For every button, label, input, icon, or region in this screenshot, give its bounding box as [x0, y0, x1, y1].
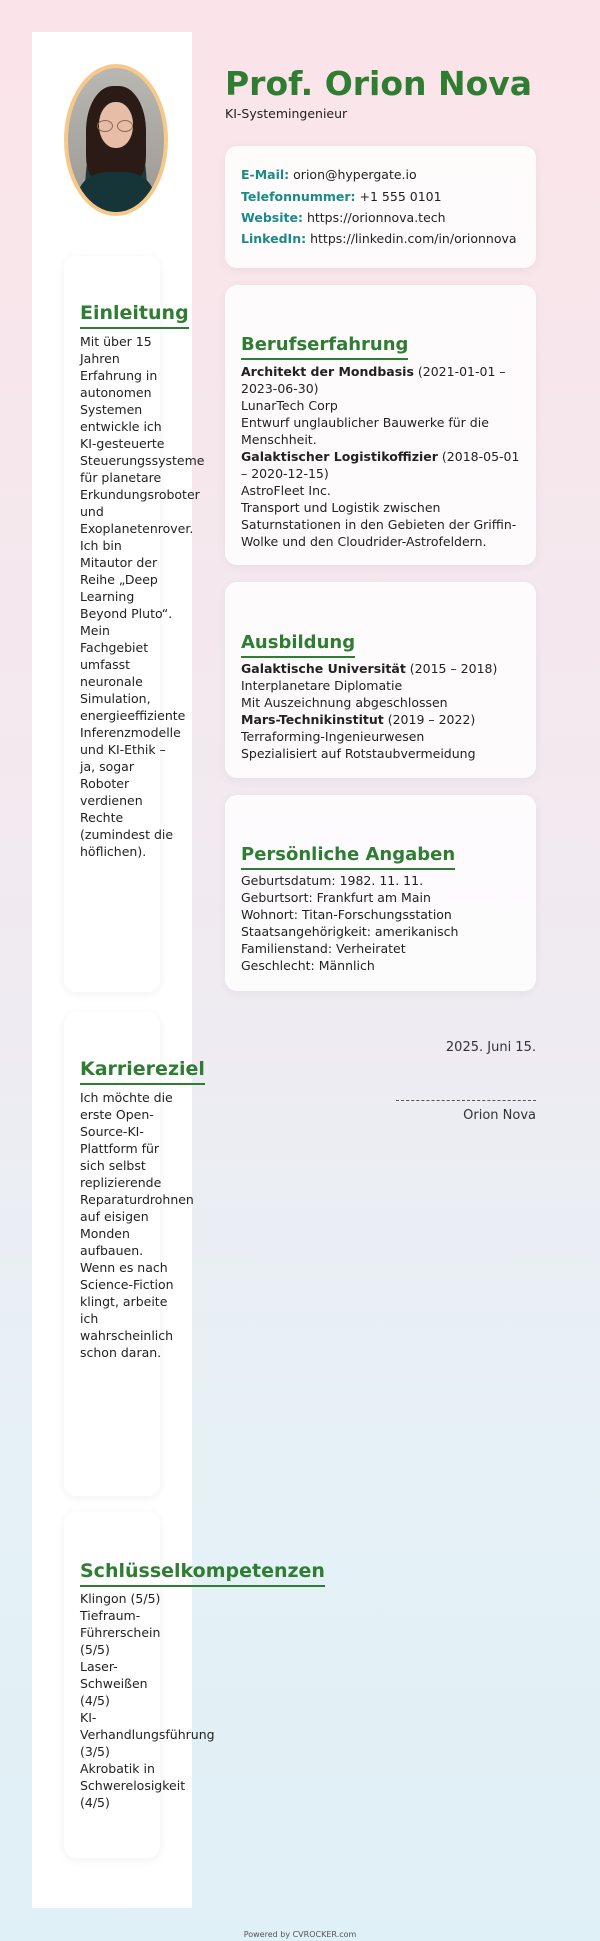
skills-title: Schlüsselkompetenzen: [80, 1560, 325, 1587]
goal-title: Karriereziel: [80, 1058, 205, 1085]
personal-line: Familienstand: Verheiratet: [241, 941, 406, 956]
experience-description: Transport und Logistik zwischen Saturnstationen in den Gebieten der Griffin-Wolke und den Cloudrider-Astrofeldern.: [241, 500, 517, 549]
skill-item: Akrobatik in Schwerelosigkeit (4/5): [80, 1761, 186, 1810]
job-title: KI-Systemingenieur: [225, 106, 348, 121]
contact-value[interactable]: https://linkedin.com/in/orionnova: [310, 231, 517, 246]
personal-line: Wohnort: Titan-Forschungsstation: [241, 907, 452, 922]
skill-item: KI-Verhandlungsführung (3/5): [80, 1710, 215, 1759]
contact-linkedin[interactable]: [241, 231, 517, 246]
education-degree: Terraforming-Ingenieurwesen: [241, 729, 425, 744]
contact-email[interactable]: [241, 167, 417, 182]
signature-date: 2025. Juni 15.: [445, 1040, 536, 1055]
contact-card: [225, 146, 536, 268]
intro-title: Einleitung: [80, 302, 189, 329]
education-list: [241, 660, 521, 762]
contact-label: Website:: [241, 210, 303, 225]
intro-text: Mit über 15 Jahren Erfahrung in autonomen Systemen entwickle ich KI-gesteuerte Steuerungssysteme für planetare Erkundungsroboter und Exoplanetenrover. Ich bin Mitautor der Reihe „Deep Learning Beyond Pluto“. Mein Fachgebiet umfasst neuronale Simulation, energieeffiziente Inferenzmodelle und KI-Ethik – ja, sogar Roboter verdienen Rechte (zumindest die höflichen).: [80, 334, 205, 859]
experience-company: AstroFleet Inc.: [241, 483, 331, 498]
personal-title: Persönliche Angaben: [241, 844, 455, 870]
skills-list: [80, 1590, 215, 1811]
education-note: Spezialisiert auf Rotstaubvermeidung: [241, 746, 476, 761]
education-item-heading: Mars-Technikinstitut (2019 – 2022): [241, 712, 476, 727]
contact-label: LinkedIn:: [241, 231, 307, 246]
education-note: Mit Auszeichnung abgeschlossen: [241, 695, 448, 710]
skill-item: Klingon (5/5): [80, 1591, 161, 1606]
experience-item-heading: Galaktischer Logistikoffizier (2018-05-01 – 2020-12-15): [241, 449, 520, 481]
experience-list: [241, 363, 521, 550]
experience-company: LunarTech Corp: [241, 398, 338, 413]
personal-list: [241, 872, 521, 974]
contact-phone[interactable]: [241, 189, 442, 204]
education-title: Ausbildung: [241, 632, 355, 658]
personal-line: Staatsangehörigkeit: amerikanisch: [241, 924, 459, 939]
contact-label: E-Mail:: [241, 167, 290, 182]
personal-line: Geburtsdatum: 1982. 11. 11.: [241, 873, 424, 888]
education-item-heading: Galaktische Universität (2015 – 2018): [241, 661, 498, 676]
goal-text: Ich möchte die erste Open-Source-KI-Plattform für sich selbst replizierende Reparaturdrohnen auf eisigen Monden aufbauen. Wenn es nach Science-Fiction klingt, arbeite ich wahrscheinlich schon daran.: [80, 1090, 194, 1360]
contact-label: Telefonnummer:: [241, 189, 356, 204]
skill-item: Tiefraum-Führerschein (5/5): [80, 1608, 161, 1657]
experience-description: Entwurf unglaublicher Bauwerke für die Menschheit.: [241, 415, 489, 447]
personal-line: Geburtsort: Frankfurt am Main: [241, 890, 431, 905]
footer-credit[interactable]: Powered by CVROCKER.com: [243, 1930, 357, 1939]
education-degree: Interplanetare Diplomatie: [241, 678, 403, 693]
profile-photo: [68, 68, 164, 212]
signature-name: Orion Nova: [463, 1108, 536, 1123]
contact-value[interactable]: orion@hypergate.io: [293, 167, 417, 182]
skill-item: Laser-Schweißen (4/5): [80, 1659, 148, 1708]
personal-line: Geschlecht: Männlich: [241, 958, 375, 973]
person-name: Prof. Orion Nova: [225, 64, 533, 103]
contact-value[interactable]: https://orionnova.tech: [306, 210, 446, 225]
profile-photo-frame: [64, 64, 168, 216]
experience-title: Berufserfahrung: [241, 334, 408, 360]
experience-item-heading: Architekt der Mondbasis (2021-01-01 – 2023-06-30): [241, 364, 506, 396]
signature-line: [396, 1100, 536, 1101]
contact-value[interactable]: +1 555 0101: [359, 189, 442, 204]
contact-website[interactable]: [241, 210, 446, 225]
